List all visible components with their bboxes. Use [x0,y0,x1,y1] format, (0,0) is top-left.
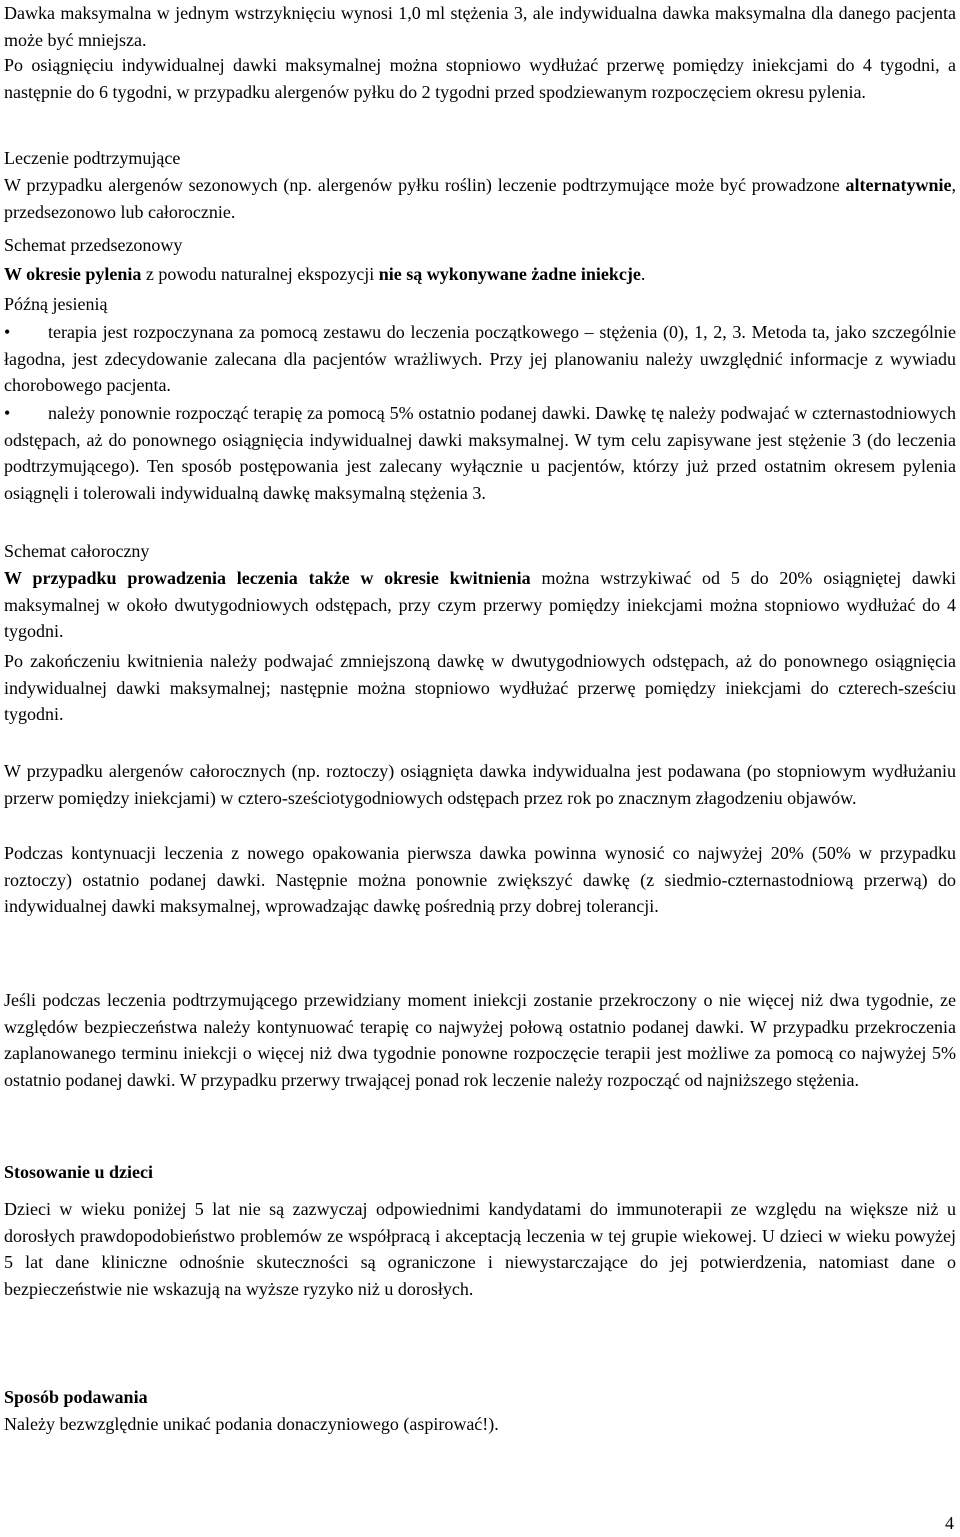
children-paragraph: Dzieci w wieku poniżej 5 lat nie są zazwyczaj odpowiednimi kandydatami do immunoterapii ze względu na większe niż u dorosłych prawdopodobieństwo problemów ze współpracą i akceptacją leczenia w tej grupie wiekowej. U dzieci w wieku powyżej 5 lat dane kliniczne odnośnie skuteczności są ograniczone i niewystarczające do jej potwierdzenia, natomiast dane o bezpieczeństwie nie wskazują na wyższe ryzyko niż u dorosłych. [4,1199,956,1299]
perennial-paragraph-2: Po zakończeniu kwitnienia należy podwajać zmniejszoną dawkę w dwutygodniowych odstępach, aż do ponownego osiągnięcia indywidualnej dawki maksymalnej; następnie można stopniowo wydłużać przerwę pomiędzy iniekcjami do czterech-sześciu tygodni. [4,651,956,724]
perennial-text-1: można wstrzykiwać od 5 do 20% osiągniętej dawki maksymalnej w około dwutygodniowych odstępach, przy czym przerwy pomiędzy iniekcjami można stopniowo wydłużać do 4 tygodni. [4,568,957,641]
preseasonal-paragraph [4,261,956,288]
autumn-bullet-2-text: należy ponownie rozpocząć terapię za pomocą 5% ostatnio podanej dawki. Dawkę tę należy podwajać w czternastodniowych odstępach, aż do ponownego osiągnięcia indywidualnej dawki maksymalnej. W tym celu zapisywane jest stężenie 3 (do leczenia podtrzymującego). Ten sposób postępowania jest zalecany wyłącznie u pacjentów, którzy już przed ostatnim okresem pylenia osiągnęli i tolerowali indywidualną dawkę maksymalną stężenia 3. [4,403,956,503]
perennial-heading: Schemat całoroczny [4,541,150,561]
bullet-symbol: • [4,403,11,423]
intro-paragraph-2: Po osiągnięciu indywidualnej dawki maksymalnej można stopniowo wydłużać przerwę pomiędzy iniekcjami do 4 tygodni, a następnie do 6 tygodni, w przypadku alergenów pyłku do 2 tygodni przed spodziewanym rozpoczęciem okresu pylenia. [4,55,956,102]
preseasonal-bold-2: nie są wykonywane żadne iniekcje [378,264,641,284]
perennial-paragraph-3: W przypadku alergenów całorocznych (np. roztoczy) osiągnięta dawka indywidualna jest podawana (po stopniowym wydłużaniu przerw pomiędzy iniekcjami) w cztero-sześciotygodniowych odstępach przez rok po znacznym złagodzeniu objawów. [4,761,956,808]
preseasonal-text-mid: z powodu naturalnej ekspozycji [141,264,379,284]
children-heading: Stosowanie u dzieci [4,1162,154,1182]
perennial-bold: W przypadku prowadzenia leczenia także w okresie kwitnienia [4,568,531,588]
overdue-paragraph: Jeśli podczas leczenia podtrzymującego przewidziany moment iniekcji zostanie przekroczony o nie więcej niż dwa tygodnie, ze względów bezpieczeństwa należy kontynuować terapię co najwyżej połową ostatnio podanej dawki. W przypadku przekroczenia zaplanowanego terminu iniekcji o więcej niż dwa tygodnie ponowne rozpoczęcie terapii jest możliwe za pomocą co najwyżej 5% ostatnio podanej dawki. W przypadku przerwy trwającej ponad rok leczenie należy rozpocząć od najniższego stężenia. [4,990,956,1090]
maintenance-text-bold: alternatywnie [845,175,952,195]
maintenance-text-1: W przypadku alergenów sezonowych (np. alergenów pyłku roślin) leczenie podtrzymujące może być prowadzone [4,175,846,195]
autumn-bullet-1-text: terapia jest rozpoczynana za pomocą zestawu do leczenia początkowego – stężenia (0), 1, 2, 3. Metoda ta, jako szczególnie łagodna, jest zdecydowanie zalecana dla pacjentów wrażliwych. Przy jej planowaniu należy uwzględnić informacje z wywiadu chorobowego pacjenta. [4,322,956,395]
administration-paragraph: Należy bezwzględnie unikać podania donaczyniowego (aspirować!). [4,1414,499,1434]
preseasonal-bold-1: W okresie pylenia [4,264,142,284]
perennial-paragraph-4: Podczas kontynuacji leczenia z nowego opakowania pierwsza dawka powinna wynosić co najwyżej 20% (50% w przypadku roztoczy) ostatnio podanej dawki. Następnie można ponownie zwiększyć dawkę (z siedmio-czternastodniową przerwą) do indywidualnej dawki maksymalnej, wprowadzając dawkę pośrednią przy dobrej tolerancji. [4,843,956,916]
autumn-heading: Późną jesienią [4,294,108,314]
page-number: 4 [945,1513,954,1533]
maintenance-heading: Leczenie podtrzymujące [4,148,181,168]
administration-heading: Sposób podawania [4,1387,148,1407]
bullet-symbol: • [4,322,11,342]
intro-paragraph-1: Dawka maksymalna w jednym wstrzyknięciu wynosi 1,0 ml stężenia 3, ale indywidualna dawka maksymalna dla danego pacjenta może być mniejsza. [4,3,956,50]
preseasonal-heading: Schemat przedsezonowy [4,235,183,255]
perennial-paragraph-1 [4,565,956,645]
autumn-bullet-1 [4,319,956,399]
preseasonal-text-end: . [640,264,646,284]
maintenance-text-2: , przedsezonowo lub całorocznie. [4,175,956,222]
maintenance-paragraph [4,172,956,225]
autumn-bullet-2 [4,400,956,506]
